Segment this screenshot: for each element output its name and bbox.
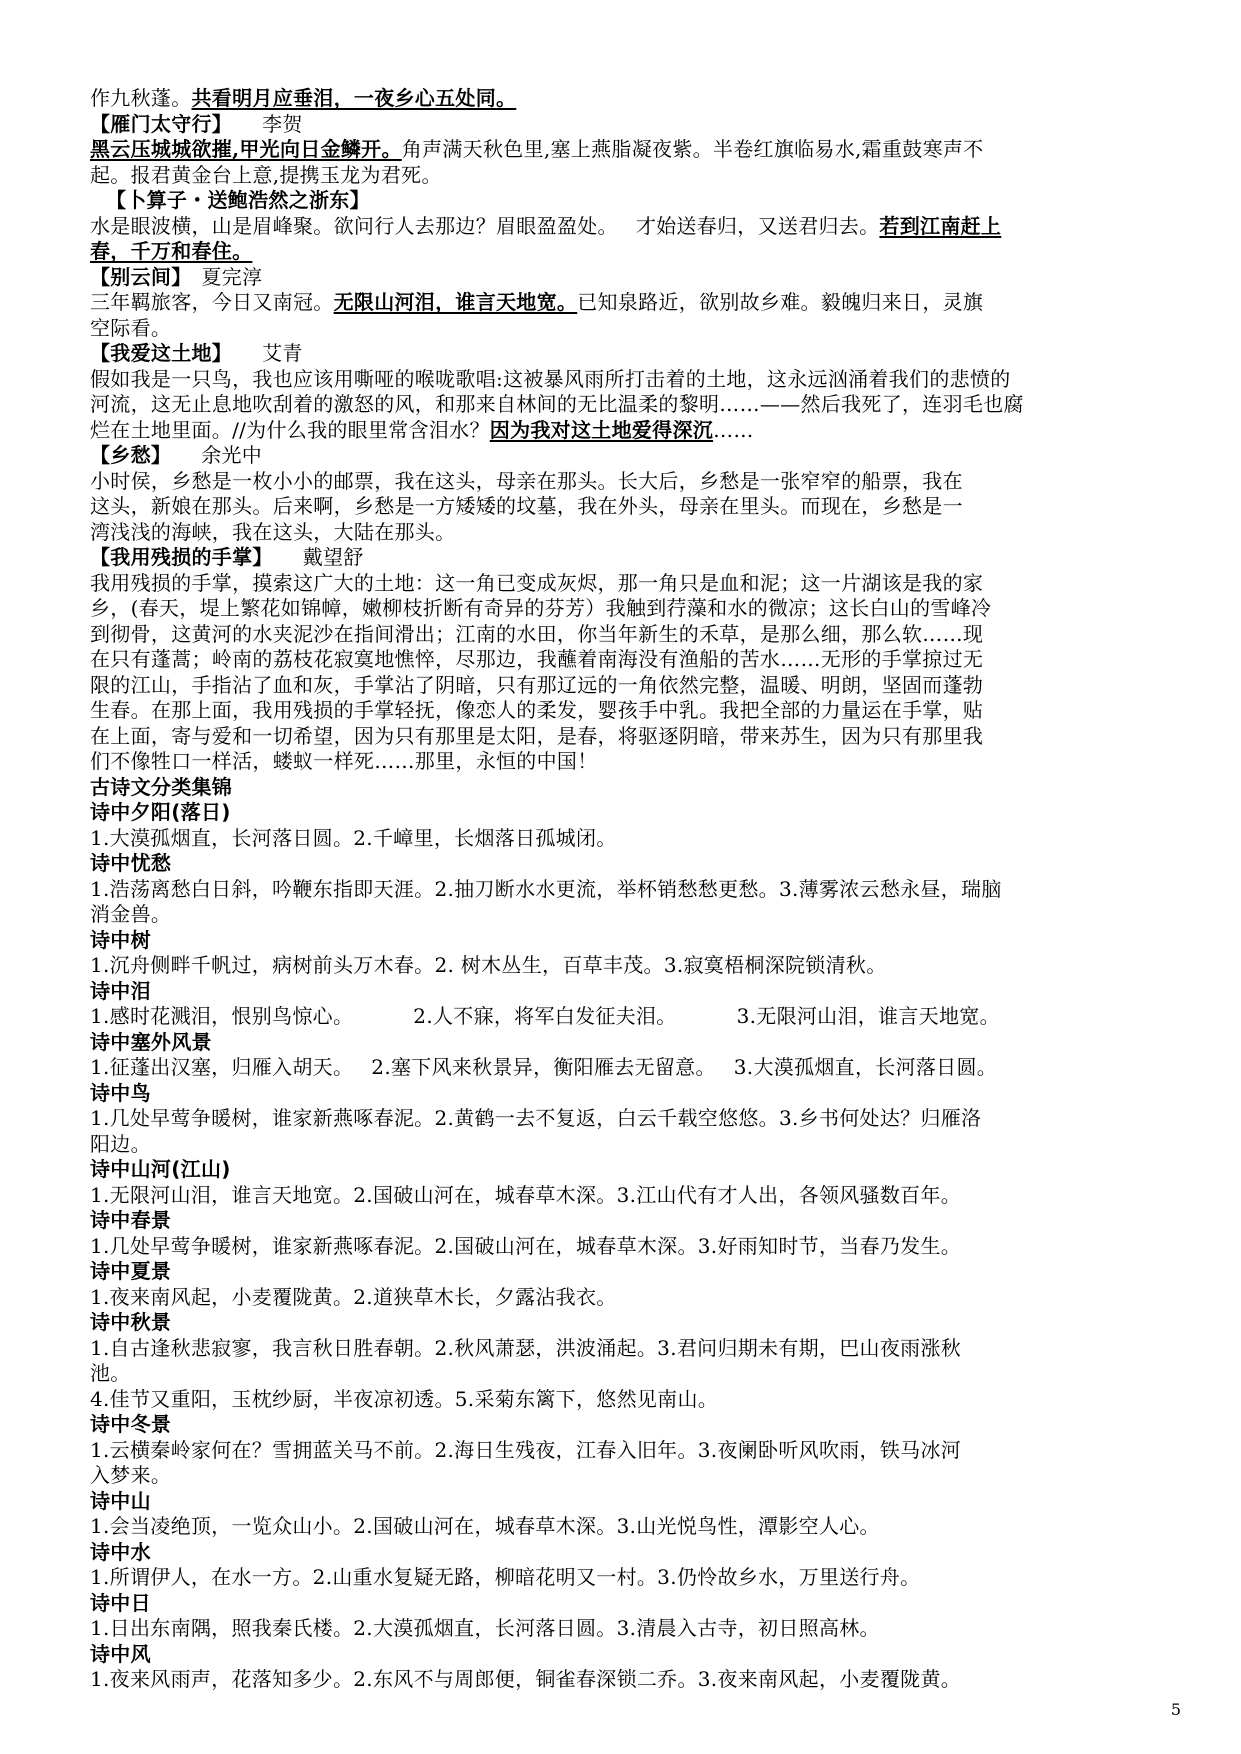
poem-title-xiangchou xyxy=(90,443,1152,469)
poem-author: 李贺 xyxy=(262,111,303,136)
category-line: 1.几处早莺争暖树，谁家新燕啄春泥。2.国破山河在，城春草木深。3.好雨知时节，当春乃发生。 xyxy=(90,1233,962,1258)
text: 烂在土地里面。//为什么我的眼里常含泪水？ xyxy=(90,417,490,442)
poem-line: 在只有蓬蒿；岭南的荔枝花寂寞地憔悴，尽那边，我蘸着南海没有渔船的苦水……无形的手掌掠过无 xyxy=(90,647,984,671)
category-line-part: 3.无限河山泪，谁言天地宽。 xyxy=(736,1004,1000,1028)
document-page xyxy=(90,86,1152,1693)
category-line: 1.日出东南隅，照我秦氏楼。2.大漠孤烟直，长河落日圆。3.清晨入古寺，初日照高林。 xyxy=(90,1616,880,1640)
category-title: 诗中水 xyxy=(90,1539,151,1564)
poem-line: 到彻骨，这黄河的水夹泥沙在指间滑出；江南的水田，你当年新生的禾草，是那么细，那么软……现 xyxy=(90,621,984,646)
category-line: 1.无限河山泪，谁言天地宽。2.国破山河在，城春草木深。3.江山代有才人出，各领风骚数百年。 xyxy=(90,1182,962,1207)
poem-line: 湾浅浅的海峡，我在这头，大陆在那头。 xyxy=(90,519,456,544)
poem-author: 余光中 xyxy=(201,443,263,467)
poem-line: 限的江山，手指沾了血和灰，手掌沾了阴暗，只有那辽远的一角依然完整，温暖、明朗，坚固而蓬勃 xyxy=(90,672,984,697)
highlight-text: 若到江南赶上 xyxy=(879,213,1002,238)
highlight-text: 共看明月应垂泪，一夜乡心五处同。 xyxy=(191,86,517,110)
category-line-part: 2.人不寐，将军白发征夫泪。 xyxy=(413,1004,677,1028)
category-title: 诗中忧愁 xyxy=(90,851,172,875)
highlight-text: 春，千万和春住。 xyxy=(90,239,253,263)
poem-line: 假如我是一只鸟，我也应该用嘶哑的喉咙歌唱:这被暴风雨所打击着的土地，这永远汹涌着我们的悲愤的 xyxy=(90,366,1011,391)
text: 作九秋蓬。 xyxy=(90,86,192,110)
category-title: 诗中夏景 xyxy=(90,1259,172,1283)
category-title: 诗中春景 xyxy=(90,1208,172,1232)
poem-title-bieyunjian xyxy=(90,265,1152,291)
category-title: 诗中风 xyxy=(90,1641,151,1666)
poem-line: 们不像牲口一样活，蝼蚁一样死……那里，永恒的中国！ xyxy=(90,749,598,773)
category-line: 入梦来。 xyxy=(90,1463,172,1487)
category-title: 诗中山河(江山) xyxy=(90,1157,231,1181)
category-title: 诗中山 xyxy=(90,1488,151,1513)
category-line: 1.自古逢秋悲寂寥，我言秋日胜春朝。2.秋风萧瑟，洪波涌起。3.君问归期未有期，巴山夜雨涨秋 xyxy=(90,1335,962,1360)
poem-line: 河流，这无止息地吹刮着的激怒的风，和那来自林间的无比温柔的黎明……——然后我死了，连羽毛也腐 xyxy=(90,392,1024,416)
poem-ending xyxy=(90,86,1152,112)
text: 已知泉路近，欲别故乡难。毅魄归来日，灵旗 xyxy=(577,290,984,314)
category-line: 1.会当凌绝顶，一览众山小。2.国破山河在，城春草木深。3.山光悦鸟性，潭影空人心。 xyxy=(90,1514,880,1538)
poem-line xyxy=(90,137,1152,163)
category-line: 1.大漠孤烟直，长河落日圆。2.千嶂里，长烟落日孤城闭。 xyxy=(90,825,617,850)
poem-line: 小时侯，乡愁是一枚小小的邮票，我在这头，母亲在那头。长大后，乡愁是一张窄窄的船票，我在 xyxy=(90,468,963,493)
poem-title: 【雁门太守行】 xyxy=(90,111,233,136)
category-title: 诗中夕阳(落日) xyxy=(90,800,231,824)
highlight-text: 因为我对这土地爱得深沉 xyxy=(489,417,714,442)
category-title: 诗中日 xyxy=(90,1590,151,1615)
category-line-part: 1.感时花溅泪，恨别鸟惊心。 xyxy=(90,1004,354,1028)
category-list xyxy=(90,800,1152,1693)
category-title: 诗中秋景 xyxy=(90,1310,172,1334)
poem-title: 【乡愁】 xyxy=(90,443,172,467)
category-line: 1.云横秦岭家何在？雪拥蓝关马不前。2.海日生残夜，江春入旧年。3.夜阑卧听风吹雨，铁马冰河 xyxy=(90,1437,962,1462)
poem-title-woaizhe xyxy=(90,341,1152,367)
category-line-part: 1.征蓬出汉塞，归雁入胡天。 xyxy=(90,1055,354,1079)
page-number: 5 xyxy=(1170,1700,1181,1719)
category-line: 1.浩荡离愁白日斜，吟鞭东指即天涯。2.抽刀断水水更流，举杯销愁愁更愁。3.薄雾浓云愁永昼，瑞脑 xyxy=(90,876,1002,901)
poem-title-canshun xyxy=(90,545,1152,571)
poem-line xyxy=(90,290,1152,316)
category-title: 诗中泪 xyxy=(90,978,151,1003)
category-title: 诗中树 xyxy=(90,927,151,952)
category-line xyxy=(90,1004,1152,1030)
category-line-part: 2.塞下风来秋景异，衡阳雁去无留意。 xyxy=(371,1055,716,1079)
category-line: 阳边。 xyxy=(90,1131,151,1156)
poem-line: 起。报君黄金台上意,提携玉龙为君死。 xyxy=(90,162,442,187)
category-line xyxy=(90,1055,1152,1081)
text: 水是眼波横，山是眉峰聚。欲问行人去那边？眉眼盈盈处。 xyxy=(90,213,618,238)
category-line: 消金兽。 xyxy=(90,902,172,926)
poem-line: 这头，新娘在那头。后来啊，乡愁是一方矮矮的坟墓，我在外头，母亲在里头。而现在，乡愁是一 xyxy=(90,494,963,518)
poem-line: 我用残损的手掌，摸索这广大的土地：这一角已变成灰烬，那一角只是血和泥；这一片湖该是我的家 xyxy=(90,570,984,595)
category-title: 诗中冬景 xyxy=(90,1412,172,1436)
text: 三年羁旅客，今日又南冠。 xyxy=(90,290,334,314)
category-line-part: 3.大漠孤烟直，长河落日圆。 xyxy=(733,1055,998,1079)
poem-line: 在上面，寄与爱和一切希望，因为只有那里是太阳，是春，将驱逐阴暗，带来苏生，因为只有那里我 xyxy=(90,723,984,748)
highlight-text: 无限山河泪，谁言天地宽。 xyxy=(333,290,578,314)
poem-line xyxy=(90,239,1152,265)
highlight-text: 黑云压城城欲摧,甲光向日金鳞开。 xyxy=(90,137,402,161)
category-line: 1.夜来南风起，小麦覆陇黄。2.道狭草木长，夕露沾我衣。 xyxy=(90,1284,617,1309)
poem-title: 【别云间】 xyxy=(90,264,192,289)
section-title: 古诗文分类集锦 xyxy=(90,774,233,799)
category-line: 1.沉舟侧畔千帆过，病树前头万木春。2. 树木丛生，百草丰茂。3.寂寞梧桐深院锁清秋。 xyxy=(90,953,887,977)
text: 角声满天秋色里,塞上燕脂凝夜紫。半卷红旗临易水,霜重鼓寒声不 xyxy=(401,137,984,161)
category-title: 诗中塞外风景 xyxy=(90,1029,212,1054)
poem-title-yanmen xyxy=(90,112,1152,138)
poem-line: 乡，(春天，堤上繁花如锦幛，嫩柳枝折断有奇异的芬芳）我触到荇藻和水的微凉；这长白山的雪峰冷 xyxy=(90,596,992,620)
category-title: 诗中鸟 xyxy=(90,1080,151,1105)
poem-author: 戴望舒 xyxy=(302,545,364,569)
category-line: 4.佳节又重阳，玉枕纱厨，半夜凉初透。5.采菊东篱下，悠然见南山。 xyxy=(90,1386,719,1411)
poem-line xyxy=(90,214,1152,240)
poem-title: 【我爱这土地】 xyxy=(90,341,233,365)
poem-author: 艾青 xyxy=(262,341,303,365)
poem-line xyxy=(90,418,1152,444)
category-line: 1.夜来风雨声，花落知多少。2.东风不与周郎便，铜雀春深锁二乔。3.夜来南风起，小麦覆陇黄。 xyxy=(90,1667,962,1691)
category-line: 1.几处早莺争暖树，谁家新燕啄春泥。2.黄鹤一去不复返，白云千载空悠悠。3.乡书何处达？归雁洛 xyxy=(90,1106,982,1130)
category-line: 1.所谓伊人，在水一方。2.山重水复疑无路，柳暗花明又一村。3.仍怜故乡水，万里送行舟。 xyxy=(90,1565,921,1589)
text: …… xyxy=(713,417,754,442)
poem-title-busuanzi xyxy=(90,188,1152,214)
poem-line: 生春。在那上面，我用残损的手掌轻抚，像恋人的柔发，婴孩手中乳。我把全部的力量运在手掌，贴 xyxy=(90,698,984,722)
poem-author: 夏完淳 xyxy=(201,264,263,289)
poem-title: 【卜算子・送鲍浩然之浙东】 xyxy=(106,188,370,212)
poem-line: 空际看。 xyxy=(90,315,172,340)
text: 才始送春归，又送君归去。 xyxy=(635,213,880,238)
poem-title: 【我用残损的手掌】 xyxy=(90,545,273,569)
category-line: 池。 xyxy=(90,1361,131,1385)
